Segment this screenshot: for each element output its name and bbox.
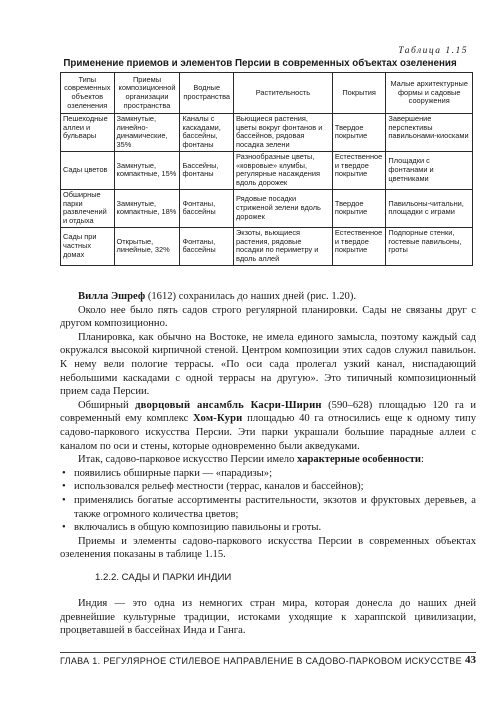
table-cell: Открытые, линейные, 32% bbox=[114, 227, 180, 265]
table-cell: Бассейны, фонтаны bbox=[180, 151, 234, 189]
table-header-cell: Растительность bbox=[234, 73, 333, 114]
table-header-cell: Водные пространства bbox=[180, 73, 234, 114]
body-text-india bbox=[60, 597, 476, 638]
table-cell: Каналы с каскадами, бассейны, фонтаны bbox=[180, 114, 234, 152]
table-cell: Твердое покрытие bbox=[332, 114, 386, 152]
paragraph-text: : bbox=[420, 454, 424, 466]
list-item: • появились обширные парки — «парадизы»; bbox=[60, 467, 476, 481]
table-cell: Павильоны-читальни, площадки с играми bbox=[386, 189, 473, 227]
table-title: Применение приемов и элементов Персии в современных объектах озеленения bbox=[63, 58, 457, 69]
feature-list bbox=[60, 467, 476, 535]
table-row bbox=[61, 189, 473, 227]
paragraph-text: (1612) сохранилась до наших дней (рис. 1.20). bbox=[145, 291, 357, 302]
table-cell: Замкнутые, линейно-динамические, 35% bbox=[114, 114, 180, 152]
table-header-cell: Приемы композиционной организации пространства bbox=[114, 73, 180, 114]
table-row bbox=[61, 151, 473, 189]
table-cell: Сады цветов bbox=[61, 151, 115, 189]
table-header-cell: Типы современных объектов озеленения bbox=[61, 73, 115, 114]
list-item: • использовался рельеф местности (террас, каналов и бассейнов); bbox=[60, 480, 476, 494]
table-header-cell: Малые архитектурные формы и садовые сооружения bbox=[386, 73, 473, 114]
table-cell: Обширные парки развлечений и отдыха bbox=[61, 189, 115, 227]
paragraph: Планировка, как обычно на Востоке, не имела единого замысла, поэтому каждый сад окружался высокой кирпичной стеной. Центром композиции этих садов служил павильон. К нему вели пологие террасы. «По оси сада пролегал узкий канал, ниспадающий небольшими каскадами с одной террасы на другую». Это типичный композиционный прием сада Персии. bbox=[60, 331, 476, 398]
ensemble-name: дворцовый ансамбль Касри-Ширин bbox=[135, 399, 322, 411]
section-heading: 1.2.2. САДЫ И ПАРКИ ИНДИИ bbox=[95, 572, 232, 583]
table-cell: Подпорные стенки, гостевые павильоны, гроты bbox=[386, 227, 473, 265]
table-cell: Замкнутые, компактные, 15% bbox=[114, 151, 180, 189]
table-cell: Завершение перспективы павильонами-киосками bbox=[386, 114, 473, 152]
table-cell: Твердое покрытие bbox=[332, 189, 386, 227]
list-item: • применялись богатые ассортименты растительности, экзотов и фруктовых деревьев, а также огромного количества цветов; bbox=[60, 494, 476, 521]
paragraph: Около нее было пять садов строго регулярной планировки. Сады не связаны друг с другом композиционно. bbox=[60, 304, 476, 330]
table-header-cell: Покрытия bbox=[332, 73, 386, 114]
table-cell: Естественное и твердое покрытие bbox=[332, 151, 386, 189]
paragraph bbox=[60, 399, 476, 453]
table-header-row bbox=[61, 73, 473, 114]
paragraph-text: Итак, садово-парковое искусство Персии имело bbox=[78, 454, 298, 466]
table-cell: Рядовые посадки стриженой зелени вдоль дорожек bbox=[234, 189, 333, 227]
data-table bbox=[60, 72, 473, 266]
page-number: 43 bbox=[465, 654, 476, 666]
paragraph-text: Обширный bbox=[78, 399, 136, 411]
body-text bbox=[60, 290, 476, 562]
key-term: характерные особенности bbox=[297, 454, 421, 466]
table-row bbox=[61, 114, 473, 152]
table-cell: Вьющиеся растения, цветы вокруг фонтанов и бассейнов, рядовая посадка зелени bbox=[234, 114, 333, 152]
complex-name: Хом-Кури bbox=[193, 413, 243, 425]
table-cell: Естественное и твердое покрытие bbox=[332, 227, 386, 265]
paragraph: Приемы и элементы садово-паркового искусства Персии в современных объектах озеленения показаны в таблице 1.15. bbox=[60, 535, 476, 561]
running-footer: ГЛАВА 1. РЕГУЛЯРНОЕ СТИЛЕВОЕ НАПРАВЛЕНИЕ В САДОВО-ПАРКОВОМ ИСКУССТВЕ bbox=[60, 656, 462, 666]
paragraph: Индия — это одна из немногих стран мира, которая донесла до наших дней древнейшие культурные традиции, истоками уходящие к хараппской цивилизации, процветавшей в бассейнах Инда и Ганга. bbox=[60, 598, 476, 637]
table-cell: Замкнутые, компактные, 18% bbox=[114, 189, 180, 227]
paragraph-text: (590–628) площадью 120 га и современный ему комплекс bbox=[60, 399, 477, 425]
table-cell: Экзоты, вьющиеся растения, рядовые посадки по периметру и вдоль аллей bbox=[234, 227, 333, 265]
table-cell: Пешеходные аллеи и бульвары bbox=[61, 114, 115, 152]
table-cell: Сады при частных домах bbox=[61, 227, 115, 265]
table-cell: Площадки с фонтанами и цветниками bbox=[386, 151, 473, 189]
table-cell: Разнообразные цветы, «ковровые» клумбы, регулярные насаждения вдоль дорожек bbox=[234, 151, 333, 189]
villa-name: Вилла Эшреф bbox=[78, 291, 146, 302]
table-row bbox=[61, 227, 473, 265]
list-item: • включались в общую композицию павильоны и гроты. bbox=[60, 521, 476, 535]
footer-rule bbox=[60, 652, 476, 653]
paragraph bbox=[60, 453, 476, 467]
paragraph bbox=[60, 290, 476, 304]
table-cell: Фонтаны, бассейны bbox=[180, 227, 234, 265]
table-cell: Фонтаны, бассейны bbox=[180, 189, 234, 227]
table-number: Таблица 1.15 bbox=[398, 46, 468, 56]
paragraph-text: площадью 40 га относились еще к одному типу садово-паркового искусства Персии. Эти парки украшали большие парадные аллеи с каналом по оси и стены, которые одновременно были акведуками. bbox=[60, 413, 476, 452]
